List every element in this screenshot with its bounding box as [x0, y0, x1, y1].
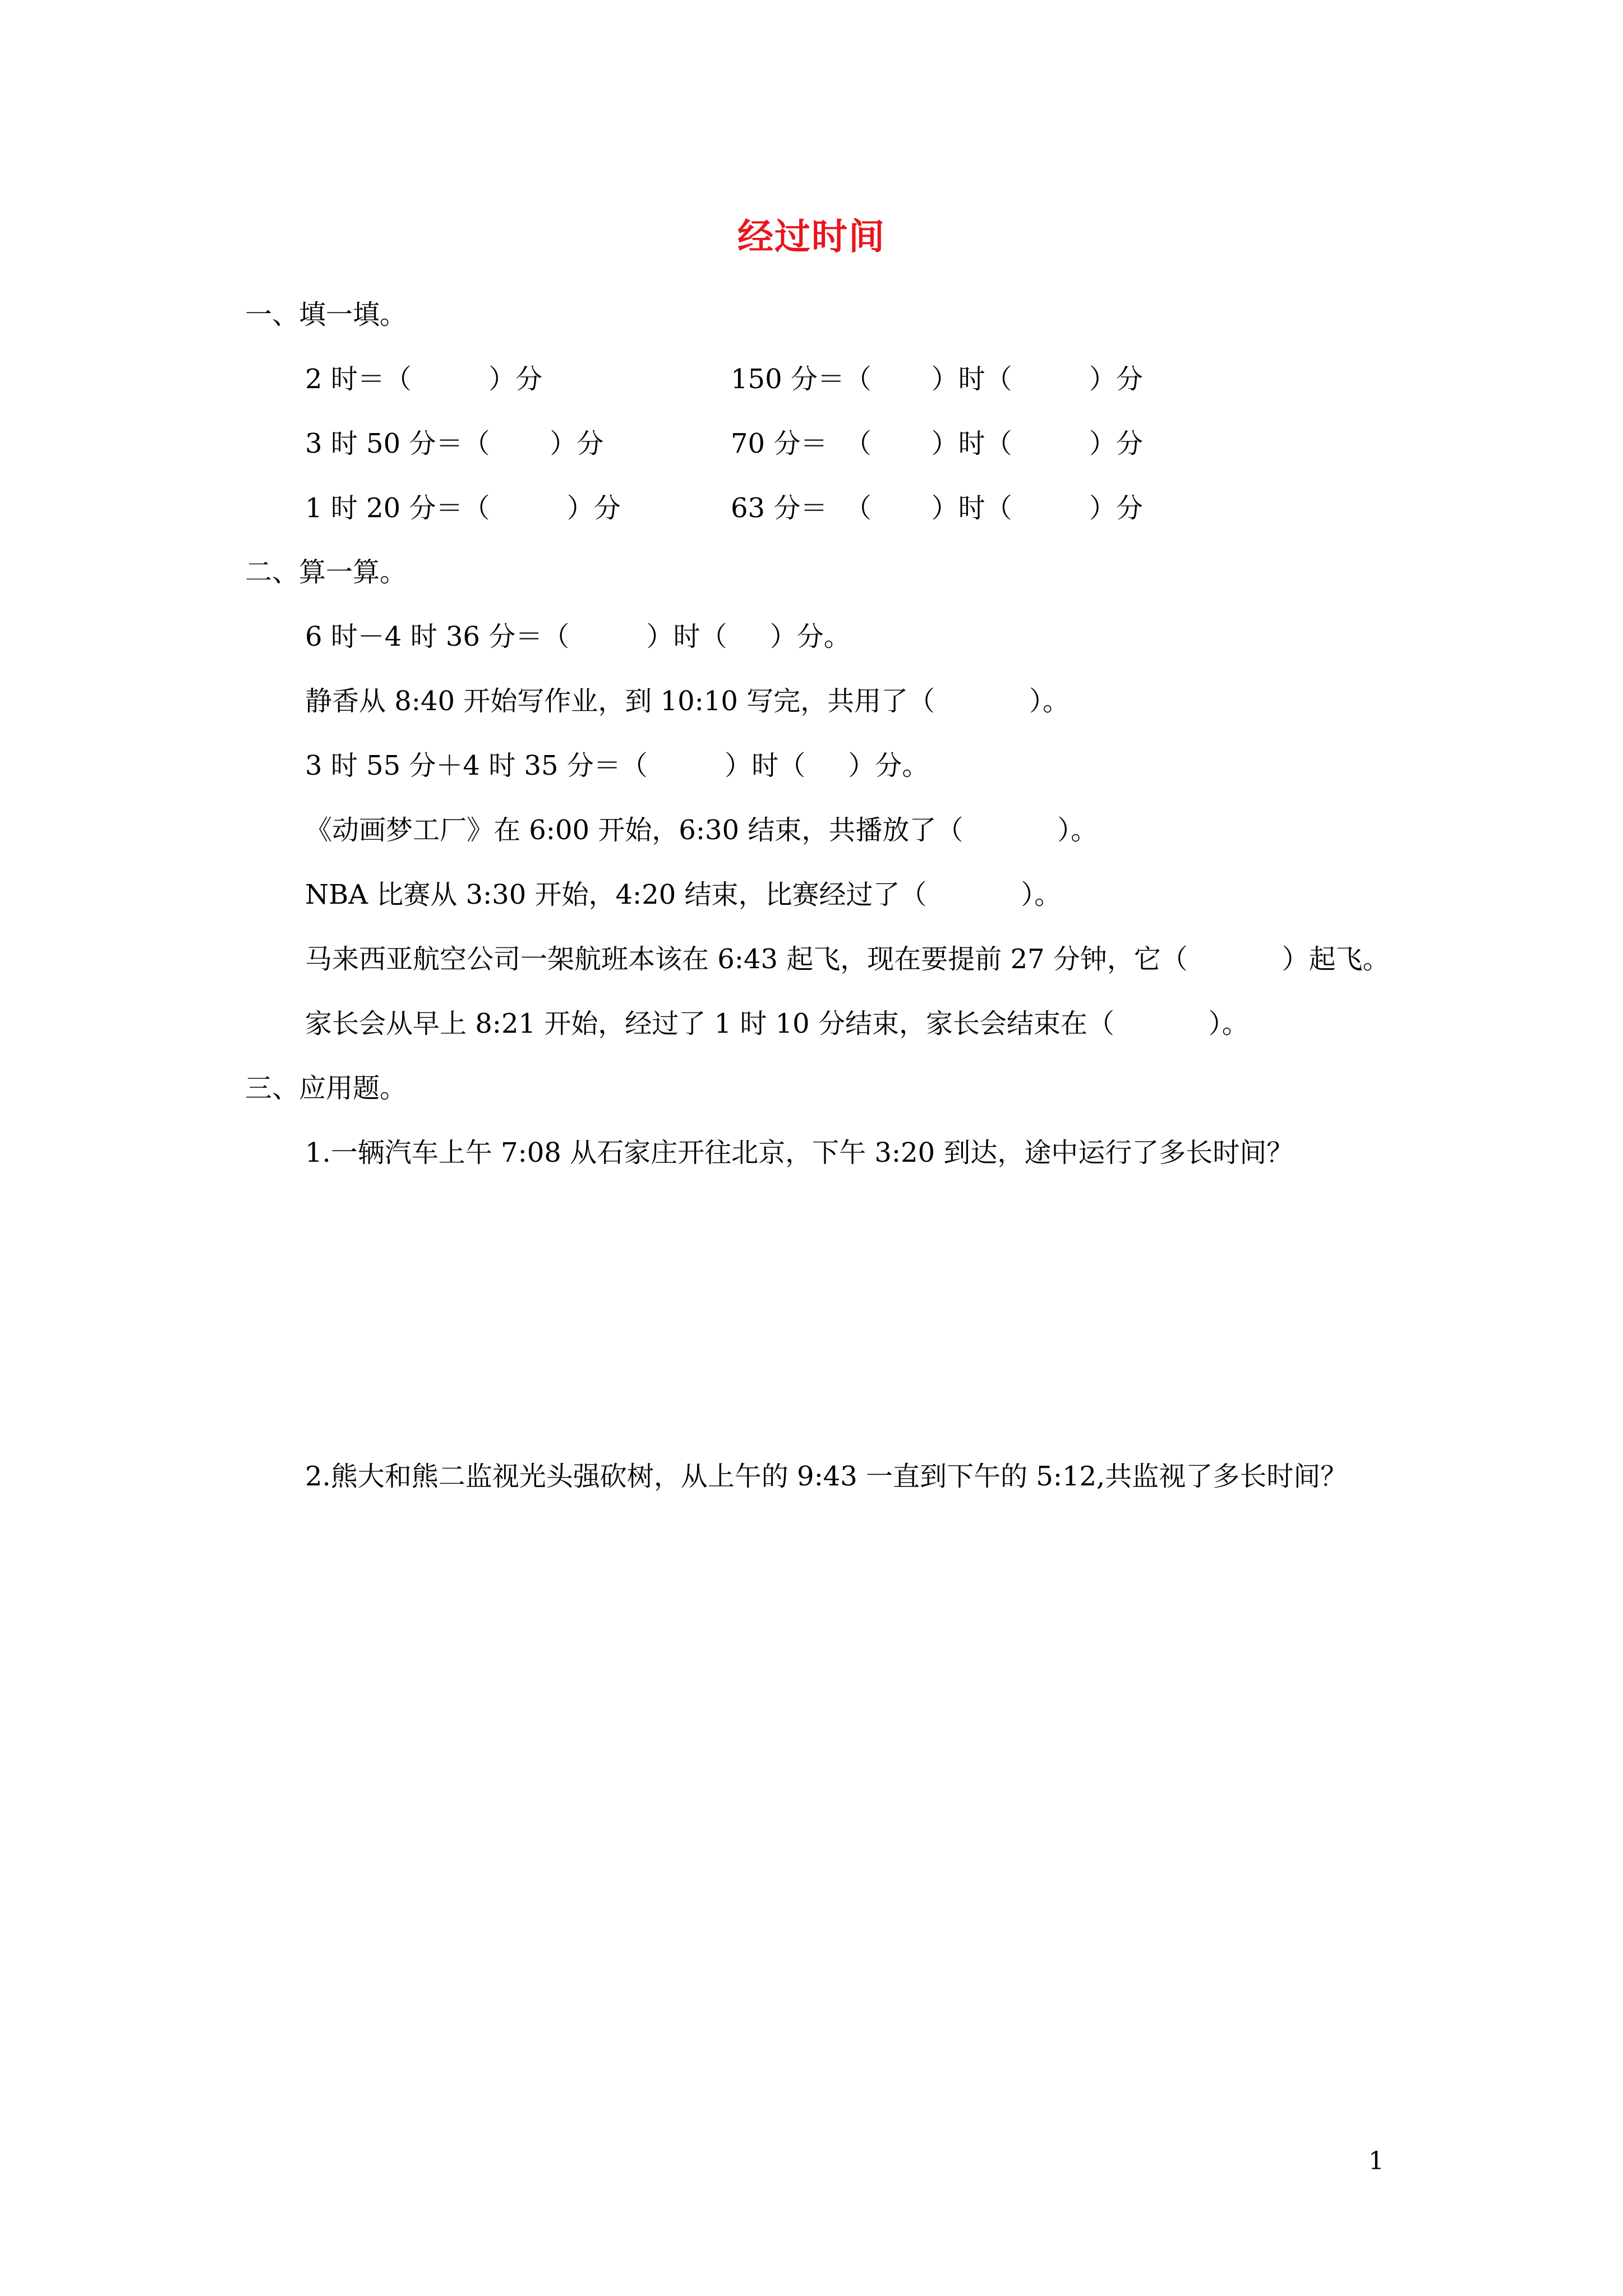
fill-item-3-right: 63 分＝ （ ）时（ ）分 [731, 493, 1143, 524]
fill-item-2-left: 3 时 50 分＝（ ）分 [305, 428, 604, 459]
calc-item-7: 家长会从早上 8:21 开始，经过了 1 时 10 分结束，家长会结束在（ ）。 [305, 1008, 1249, 1039]
calc-item-6: 马来西亚航空公司一架航班本该在 6:43 起飞，现在要提前 27 分钟，它（ ）起飞。 [305, 944, 1390, 975]
section-3-heading: 三、应用题。 [245, 1073, 407, 1104]
fill-item-1-left: 2 时＝（ ）分 [305, 364, 543, 395]
fill-item-2-right: 70 分＝ （ ）时（ ）分 [731, 428, 1143, 459]
section-2-heading: 二、算一算。 [245, 556, 407, 588]
section-1-heading: 一、填一填。 [245, 299, 407, 330]
calc-item-3: 3 时 55 分＋4 时 35 分＝（ ）时（ ）分。 [305, 750, 929, 781]
calc-item-4: 《动画梦工厂》在 6:00 开始，6:30 结束，共播放了（ ）。 [305, 815, 1098, 846]
fill-item-1-right: 150 分＝（ ）时（ ）分 [731, 364, 1144, 395]
word-problem-1: 1.一辆汽车上午 7:08 从石家庄开往北京，下午 3:20 到达，途中运行了多长时间？ [305, 1137, 1294, 1168]
fill-item-3-left: 1 时 20 分＝（ ）分 [305, 493, 621, 524]
page-number: 1 [1368, 2147, 1384, 2175]
word-problem-2: 2.熊大和熊二监视光头强砍树，从上午的 9:43 一直到下午的 5:12,共监视了多长时间？ [305, 1461, 1348, 1492]
calc-item-2: 静香从 8:40 开始写作业，到 10:10 写完，共用了（ ）。 [305, 685, 1069, 717]
calc-item-5: NBA 比赛从 3:30 开始，4:20 结束，比赛经过了（ ）。 [305, 879, 1062, 910]
page-title: 经过时间 [737, 216, 886, 258]
calc-item-1: 6 时－4 时 36 分＝（ ）时（ ）分。 [305, 621, 851, 652]
